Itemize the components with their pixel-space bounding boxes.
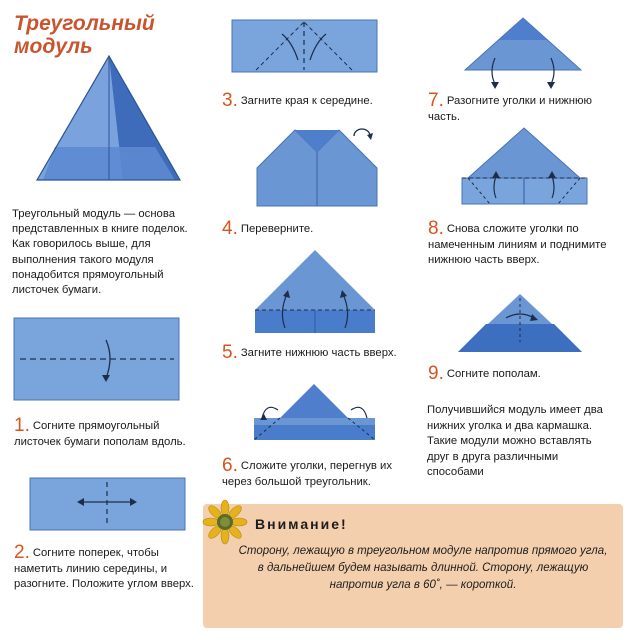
note-title: Внимание! xyxy=(255,516,348,532)
step-6-illustration xyxy=(252,380,377,445)
result-text: Получившийся модуль имеет два нижних уголка и два кармашка. Такие модули можно вставлять друг в друга различными способами xyxy=(427,404,603,478)
step-4: 4. Переверните. xyxy=(222,218,314,239)
step-9-illustration xyxy=(458,292,583,354)
step-5: 5. Загните нижнюю часть вверх. xyxy=(222,342,397,363)
step-3: 3. Загните края к середине. xyxy=(222,90,373,111)
page-title: Треугольный модуль xyxy=(14,12,155,58)
rotate-arrow-icon xyxy=(348,124,376,146)
step-1: 1. Согните прямоугольный листочек бумаги пополам вдоль. xyxy=(14,415,186,448)
step-8: 8. Снова сложите уголки по намеченным линиям и поднимите нижнюю часть вверх. xyxy=(428,218,607,266)
step-6: 6. Сложите уголки, перегнув их через большой треугольник. xyxy=(222,455,392,488)
step-2-illustration xyxy=(30,478,185,533)
finished-module-illustration xyxy=(25,52,185,187)
flower-icon xyxy=(203,500,247,544)
note-text: Сторону, лежащую в треугольном модуле напротив прямого угла, в дальнейшем будем называть длинной. Сторону, лежащую напротив угла в 60˚, — короткой. xyxy=(238,545,608,591)
step-8-illustration xyxy=(462,126,587,208)
step-9: 9. Согните пополам. xyxy=(428,363,541,384)
step-2: 2. Согните поперек, чтобы наметить линию середины, и разогните. Положите углом вверх. xyxy=(14,542,194,590)
step-1-illustration xyxy=(14,318,179,403)
step-3-illustration xyxy=(232,20,377,75)
step-7: 7. Разогните уголки и нижнюю часть. xyxy=(428,90,592,123)
intro-text: Треугольный модуль — основа представленных в книге поделок. Как говорилось выше, для выполнения такого модуля понадобится прямоугольный листочек бумаги. xyxy=(12,208,188,297)
step-5-illustration xyxy=(255,250,375,335)
step-7-illustration xyxy=(455,14,590,94)
